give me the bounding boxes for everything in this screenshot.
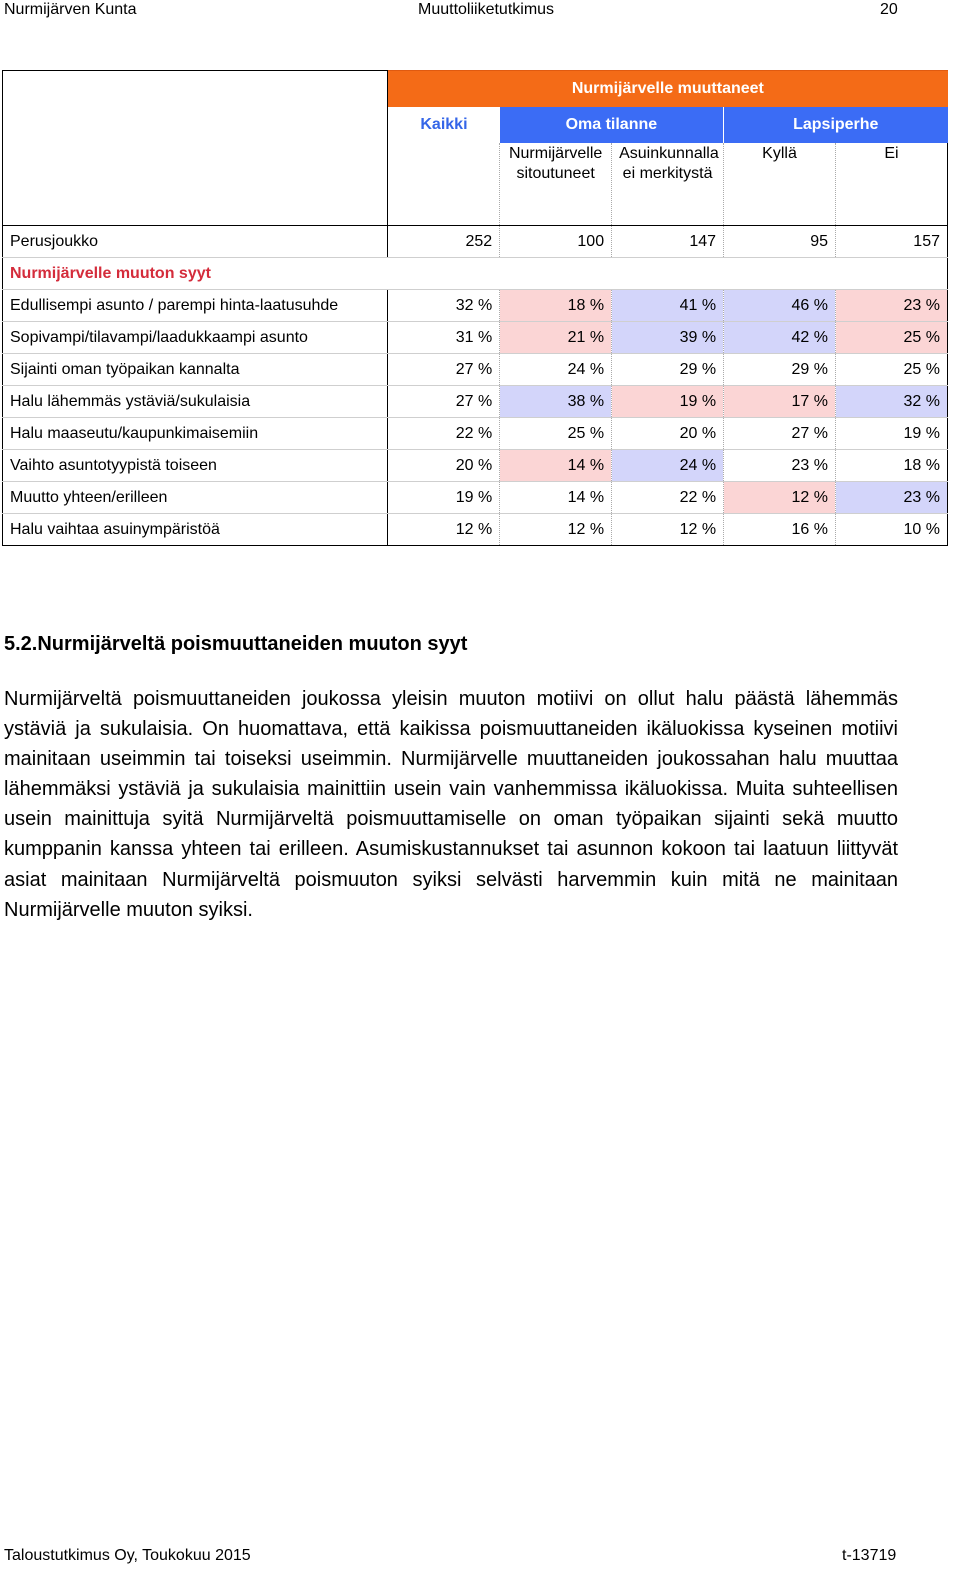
body-paragraph: Nurmijärveltä poismuuttaneiden joukossa yleisin muuton motiivi on ollut halu päästä lähemmäs ystäviä ja sukulaisia. On huomattava, että kaikissa poismuuttaneiden ikäluokissa kyseinen motiivi mainitaan useimmin tai toiseksi useimmin. Nurmijärvelle muuttaneiden joukossahan halu muuttaa lähemmäksi ystäviä ja sukulaisia mainittiin usein vain vanhemmissa ikäluokissa. Muita suhteellisen usein mainittuja syitä Nurmijärveltä poismuuttamiselle on oman työpaikan sijainti sekä muutto kumppanin kanssa yhteen tai erilleen. Asumiskustannukset tai asunnon kokoon tai laatuun liittyvät asiat mainitaan Nurmijärveltä poismuuton syiksi selvästi harvemmin kuin mitä ne mainitaan Nurmijärvelle muuton syiksi. <box>4 688 898 921</box>
cell-value: 12 % <box>612 514 724 546</box>
table-corner <box>3 71 388 226</box>
cell-value: 20 % <box>612 418 724 450</box>
column-group-lapsiperhe: Lapsiperhe <box>724 107 948 143</box>
row-label: Sopivampi/tilavampi/laadukkaampi asunto <box>3 322 388 354</box>
section-label-row <box>3 258 948 290</box>
cell-value: 12 % <box>500 514 612 546</box>
footer-code: t-13719 <box>842 1547 897 1564</box>
cell-value: 14 % <box>500 450 612 482</box>
cell-value: 19 % <box>835 418 947 450</box>
base-value: 252 <box>388 226 500 258</box>
table-row <box>3 386 948 418</box>
cell-value: 27 % <box>388 354 500 386</box>
section-title: Nurmijärveltä poismuuttaneiden muuton syyt <box>37 633 468 655</box>
section-heading <box>4 630 467 658</box>
cell-value: 22 % <box>388 418 500 450</box>
header-page-number: 20 <box>880 1 898 18</box>
column-kaikki: Kaikki <box>420 116 468 133</box>
cell-value: 12 % <box>388 514 500 546</box>
cell-value: 24 % <box>500 354 612 386</box>
cell-value: 10 % <box>835 514 947 546</box>
header-organization: Nurmijärven Kunta <box>4 1 137 18</box>
base-row-label: Perusjoukko <box>3 226 388 258</box>
cell-value: 17 % <box>724 386 836 418</box>
cell-value: 25 % <box>835 322 947 354</box>
cell-value: 18 % <box>835 450 947 482</box>
cell-value: 22 % <box>612 482 724 514</box>
survey-table <box>2 70 948 546</box>
cell-value: 42 % <box>724 322 836 354</box>
cell-value: 12 % <box>724 482 836 514</box>
row-label: Vaihto asuntotyypistä toiseen <box>3 450 388 482</box>
row-label: Halu vaihtaa asuinympäristöä <box>3 514 388 546</box>
base-row <box>3 226 948 258</box>
cell-value: 19 % <box>612 386 724 418</box>
row-label: Halu maaseutu/kaupunkimaisemiin <box>3 418 388 450</box>
base-value: 157 <box>835 226 947 258</box>
cell-value: 27 % <box>388 386 500 418</box>
cell-value: 21 % <box>500 322 612 354</box>
table-row <box>3 482 948 514</box>
table-row <box>3 322 948 354</box>
cell-value: 25 % <box>500 418 612 450</box>
cell-value: 31 % <box>388 322 500 354</box>
table-row <box>3 514 948 546</box>
subheader-ei: Ei <box>835 143 947 226</box>
cell-value: 23 % <box>724 450 836 482</box>
base-value: 147 <box>612 226 724 258</box>
header-document-title: Muuttoliiketutkimus <box>418 1 555 18</box>
subheader-kylla: Kyllä <box>724 143 836 226</box>
cell-value: 38 % <box>500 386 612 418</box>
subheader-empty <box>388 143 500 226</box>
cell-value: 32 % <box>835 386 947 418</box>
section-label: Nurmijärvelle muuton syyt <box>3 258 948 290</box>
cell-value: 41 % <box>612 290 724 322</box>
column-group-oma-tilanne: Oma tilanne <box>500 107 724 143</box>
group-title: Nurmijärvelle muuttaneet <box>388 71 948 108</box>
footer-company: Taloustutkimus Oy, Toukokuu 2015 <box>4 1547 251 1564</box>
cell-value: 18 % <box>500 290 612 322</box>
row-label: Edullisempi asunto / parempi hinta-laatusuhde <box>3 290 388 322</box>
cell-value: 32 % <box>388 290 500 322</box>
cell-value: 19 % <box>388 482 500 514</box>
cell-value: 23 % <box>835 290 947 322</box>
table-row <box>3 290 948 322</box>
cell-value: 20 % <box>388 450 500 482</box>
row-label: Sijainti oman työpaikan kannalta <box>3 354 388 386</box>
base-value: 100 <box>500 226 612 258</box>
cell-value: 29 % <box>724 354 836 386</box>
table-row <box>3 354 948 386</box>
table-row <box>3 450 948 482</box>
cell-value: 16 % <box>724 514 836 546</box>
cell-value: 24 % <box>612 450 724 482</box>
subheader-ei-merkitysta: Asuinkunnalla ei merkitystä <box>612 143 724 226</box>
cell-value: 25 % <box>835 354 947 386</box>
table-row <box>3 418 948 450</box>
row-label: Halu lähemmäs ystäviä/sukulaisia <box>3 386 388 418</box>
row-label: Muutto yhteen/erilleen <box>3 482 388 514</box>
subheader-sitoutuneet: Nurmijärvelle sitoutuneet <box>500 143 612 226</box>
cell-value: 14 % <box>500 482 612 514</box>
cell-value: 27 % <box>724 418 836 450</box>
base-value: 95 <box>724 226 836 258</box>
cell-value: 29 % <box>612 354 724 386</box>
section-number: 5.2. <box>4 633 38 655</box>
cell-value: 39 % <box>612 322 724 354</box>
cell-value: 46 % <box>724 290 836 322</box>
cell-value: 23 % <box>835 482 947 514</box>
